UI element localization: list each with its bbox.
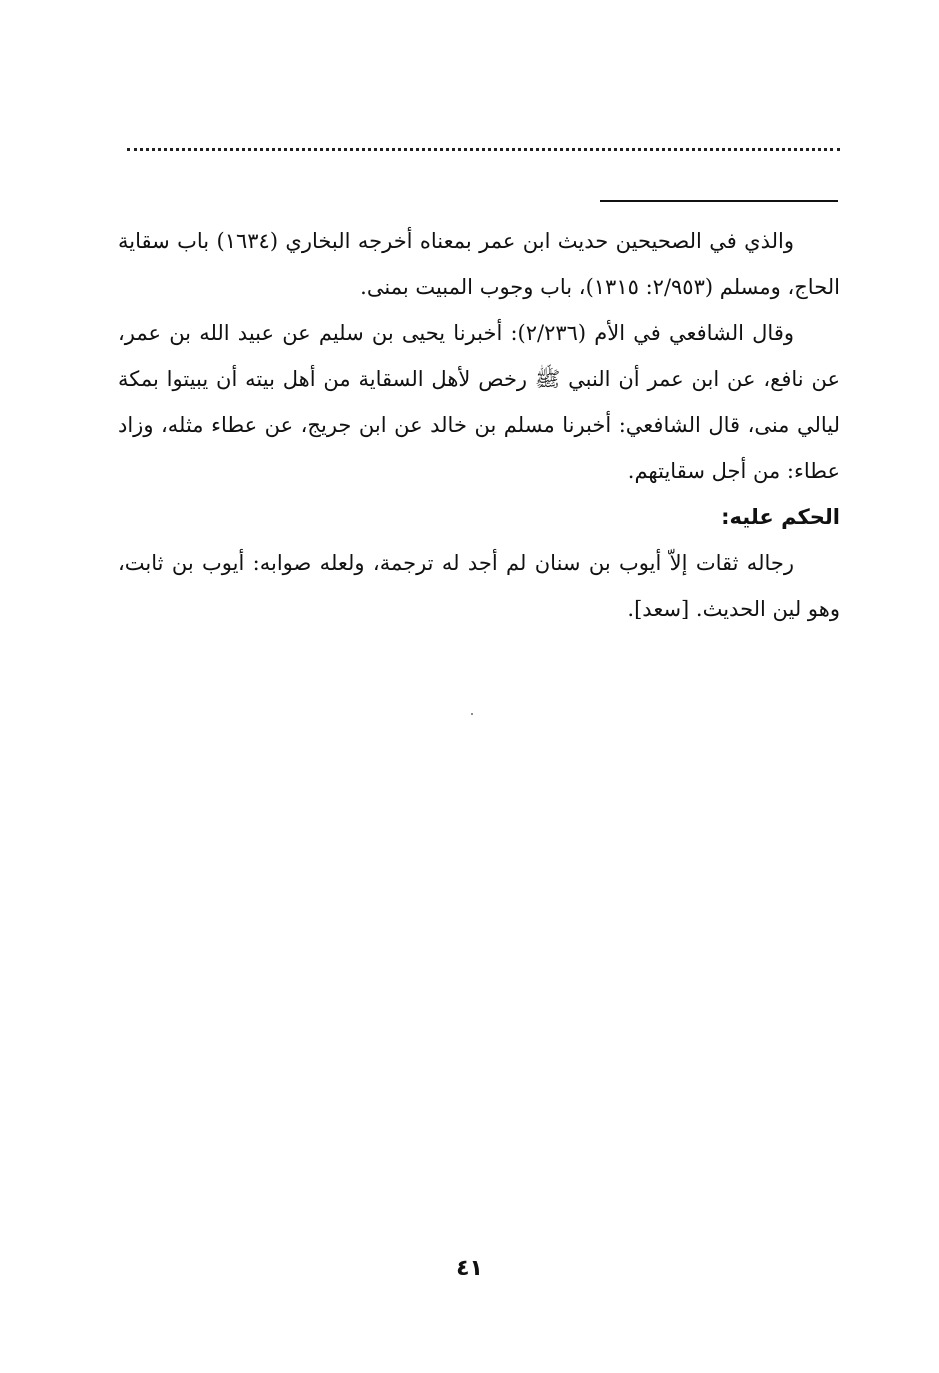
ruling-heading: الحكم عليه:: [721, 505, 840, 529]
dotted-separator: [127, 148, 840, 151]
footnote-paragraph-1: والذي في الصحيحين حديث ابن عمر بمعناه أخرجه البخاري (١٦٣٤) باب سقاية الحاج، ومسلم (٢/٩٥٣: ١٣١٥)، باب وجوب المبيت بمنى.: [118, 229, 840, 299]
ruling-paragraph: رجاله ثقات إلاّ أيوب بن سنان لم أجد له ترجمة، ولعله صوابه: أيوب بن ثابت، وهو لين الحديث. [سعد].: [118, 551, 840, 621]
scan-speck: [471, 713, 473, 715]
footnote-paragraph-2: وقال الشافعي في الأم (٢/٢٣٦): أخبرنا يحيى بن سليم عن عبيد الله بن عمر، عن نافع، عن ابن عمر أن النبي ﷺ رخص لأهل السقاية من أهل بيته أن يبيتوا بمكة ليالي منى، قال الشافعي: أخبرنا مسلم بن خالد عن ابن جريج، عن عطاء مثله، وزاد عطاء: من أجل سقايتهم.: [118, 321, 840, 483]
footnote-section: [118, 218, 840, 632]
footnote-rule: [600, 200, 838, 202]
page-number: ٤١: [456, 1256, 483, 1281]
